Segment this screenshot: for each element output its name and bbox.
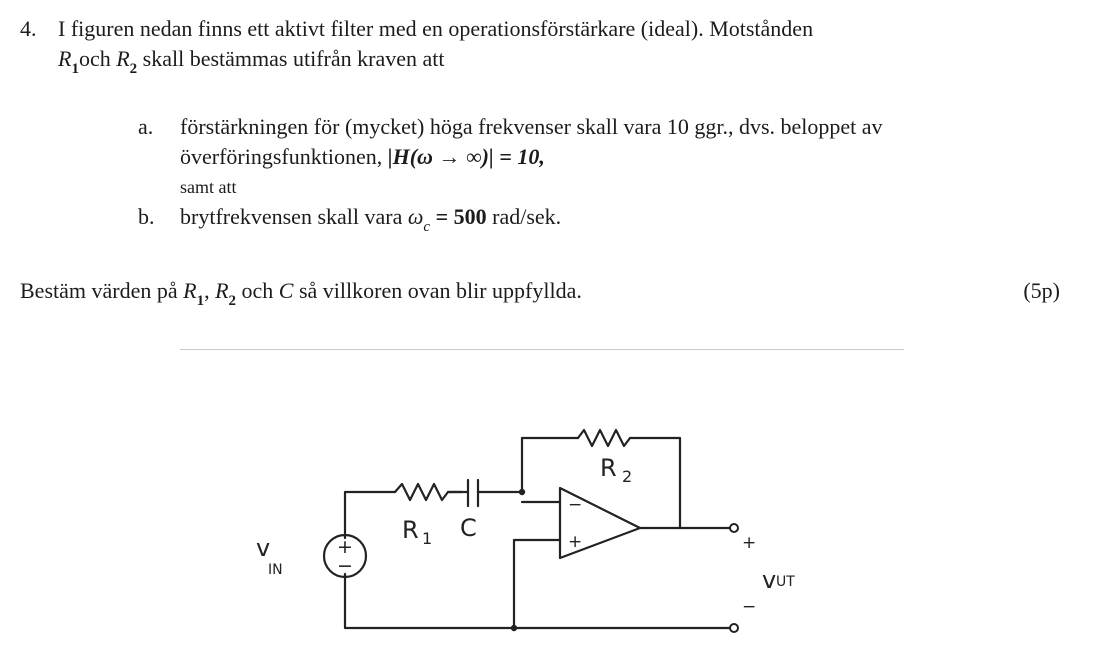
task-prefix: Bestäm värden på	[20, 278, 178, 303]
requirement-a-tail: samt att	[180, 177, 237, 197]
task-r2: $R_2$	[215, 278, 237, 310]
wire-noninverting-input	[514, 540, 560, 628]
intro-r2: $R_2$	[116, 46, 138, 78]
label-vut-sub: UT	[776, 574, 795, 590]
source-plus-sign: +	[337, 536, 353, 558]
task-line: Bestäm värden på $R_1$, $R_2$ och C så villkoren ovan blir uppfyllda. (5p)	[20, 278, 1060, 310]
wire-source-bottom	[345, 574, 730, 628]
task-c: C	[278, 278, 294, 303]
requirement-label: a.	[138, 114, 154, 139]
points-badge: (5p)	[1023, 278, 1060, 303]
cutoff-unit: rad/sek.	[492, 204, 562, 229]
cutoff-omega: $\omega_c$	[407, 204, 431, 236]
requirement-a	[138, 112, 1098, 202]
requirement-a-line-1: förstärkningen för (mycket) höga frekvenser skall vara 10 ggr., dvs. beloppet av	[180, 114, 883, 139]
requirement-b-text: brytfrekvensen skall vara	[180, 204, 403, 229]
opamp-minus-sign: −	[568, 495, 583, 515]
cutoff-value: = 500	[435, 204, 487, 229]
label-c: C	[460, 514, 477, 542]
wire-feedback-left	[522, 438, 578, 492]
transfer-function-formula: |H(ω → ∞)| = 10,	[387, 144, 545, 169]
label-r2: R	[600, 454, 617, 482]
circuit-figure	[230, 410, 850, 650]
task-and: och	[241, 278, 274, 303]
task-r1: $R_1$	[183, 278, 205, 310]
junction-node-ground	[511, 625, 517, 631]
requirement-label: b.	[138, 204, 155, 229]
task-rest: så villkoren ovan blir uppfyllda.	[298, 278, 582, 303]
output-terminal-plus	[730, 524, 738, 532]
label-vin-sub: IN	[268, 562, 283, 578]
divider-line	[180, 349, 904, 350]
capacitor-c	[468, 480, 478, 506]
resistor-r2	[578, 430, 630, 446]
intro-r1: $R_1$	[58, 46, 79, 78]
wire-feedback-right	[630, 438, 680, 528]
terminal-plus-sign: +	[742, 533, 757, 553]
circuit-diagram	[230, 410, 850, 650]
intro-and: och	[78, 46, 111, 71]
terminal-minus-sign: −	[742, 597, 757, 617]
requirement-a-line-2: överföringsfunktionen,	[180, 144, 383, 169]
label-vin: v	[256, 534, 271, 562]
label-r2-sub: 2	[622, 467, 633, 486]
requirements-list	[138, 112, 1098, 236]
requirement-b	[138, 202, 1098, 236]
problem-intro	[58, 14, 1078, 78]
problem-number: 4.	[20, 16, 37, 41]
output-terminal-minus	[730, 624, 738, 632]
label-r1: R	[402, 516, 419, 544]
intro-line-1: I figuren nedan finns ett aktivt filter med en operationsförstärkare (ideal). Motstånden	[58, 16, 814, 41]
intro-rest: skall bestämmas utifrån kraven att	[142, 46, 445, 71]
wire-source-top	[345, 492, 395, 538]
source-minus-sign: −	[337, 555, 353, 577]
label-r1-sub: 1	[422, 529, 433, 548]
opamp-plus-sign: +	[568, 532, 583, 552]
label-vut: v	[762, 566, 777, 594]
